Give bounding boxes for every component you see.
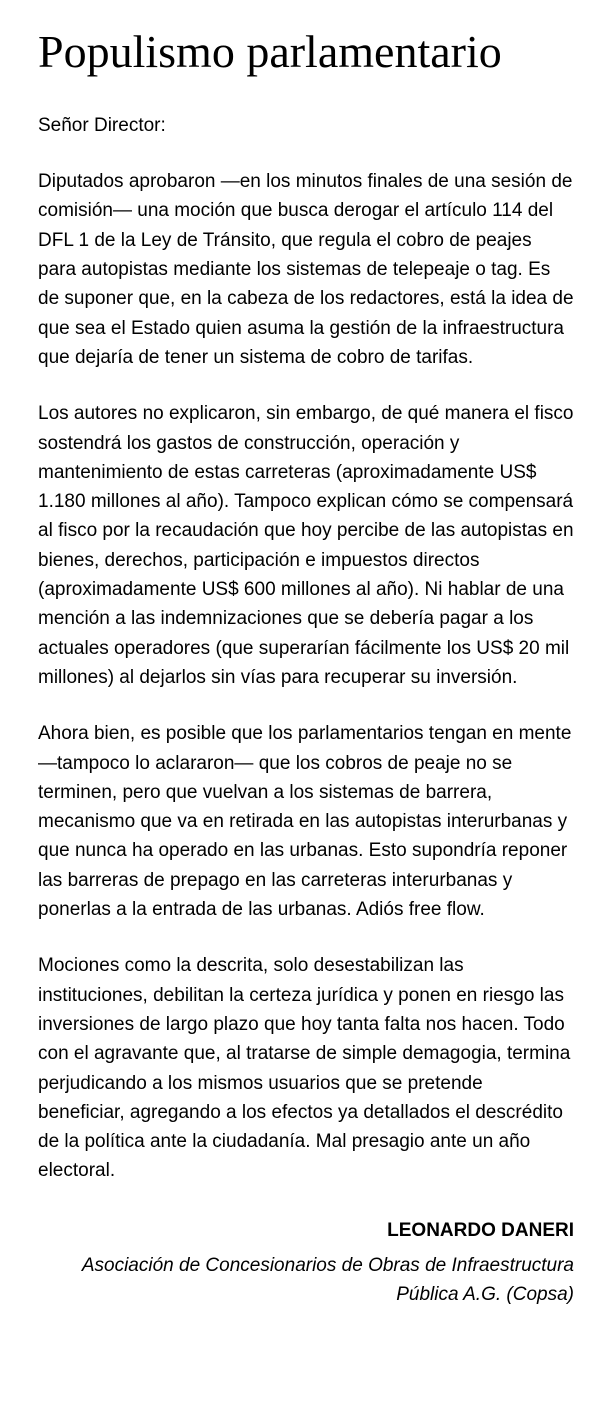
page-title: Populismo parlamentario (38, 26, 502, 77)
signature-block (38, 1216, 574, 1310)
paragraph-1: Diputados aprobaron —en los minutos finales de una sesión de comisión— una moción que busca derogar el artículo 114 del DFL 1 de la Ley de Tránsito, que regula el cobro de peajes para autopistas mediante los sistemas de telepeaje o tag. Es de suponer que, en la cabeza de los redactores, está la idea de que sea el Estado quien asuma la gestión de la infraestructura que dejaría de tener un sistema de cobro de tarifas. (38, 171, 574, 368)
paragraph-4: Mociones como la descrita, solo desestabilizan las instituciones, debilitan la certeza jurídica y ponen en riesgo las inversiones de largo plazo que hoy tanta falta nos hacen. Todo con el agravante que, al tratarse de simple demagogia, termina perjudicando a los mismos usuarios que se pretende beneficiar, agregando a los efectos ya detallados el descrédito de la política ante la ciudadanía. Mal presagio ante un año electoral. (38, 955, 571, 1182)
signature-affiliation: Asociación de Concesionarios de Obras de Infraestructura Pública A.G. (Copsa) (81, 1254, 574, 1305)
paragraph-2: Los autores no explicaron, sin embargo, de qué manera el fisco sostendrá los gastos de construcción, operación y mantenimiento de estas carreteras (aproximadamente US$ 1.180 millones al año). Tampoco explican cómo se compensará al fisco por la recaudación que hoy percibe de las autopistas en bienes, derechos, participación e impuestos directos (aproximadamente US$ 600 millones al año). Ni hablar de una mención a las indemnizaciones que se debería pagar a los actuales operadores (que superarían fácilmente los US$ 20 mil millones) al dejarlos sin vías para recuperar su inversión. (38, 403, 574, 688)
paragraph-3: Ahora bien, es posible que los parlamentarios tengan en mente —tampoco lo aclararon— que los cobros de peaje no se terminen, pero que vuelvan a los sistemas de barrera, mecanismo que va en retirada en las autopistas interurbanas y que nunca ha operado en las urbanas. Esto supondría reponer las barreras de prepago en las carreteras interurbanas y ponerlas a la entrada de las urbanas. Adiós free flow. (38, 723, 572, 921)
signature-name: LEONARDO DANERI (387, 1219, 574, 1241)
salutation: Señor Director: (38, 115, 166, 137)
